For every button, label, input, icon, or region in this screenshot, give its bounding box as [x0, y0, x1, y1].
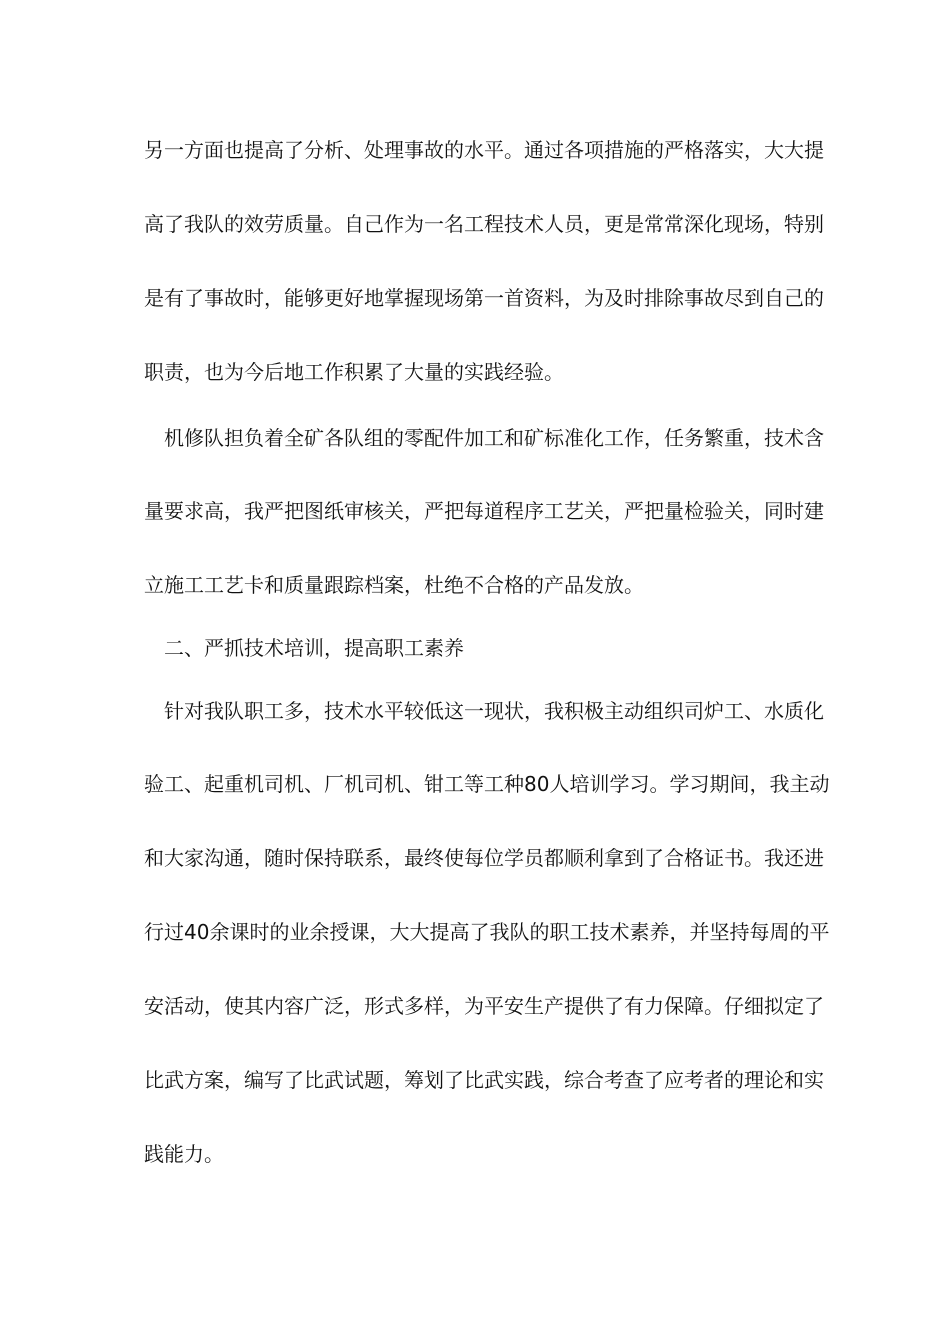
- text-line: 量要求高，我严把图纸审核关，严把每道程序工艺关，严把量检验关，同时建: [144, 499, 824, 523]
- text-line: 是有了事故时，能够更好地掌握现场第一首资料，为及时排除事故尽到自己的: [144, 286, 824, 310]
- text-line: 和大家沟通，随时保持联系，最终使每位学员都顺利拿到了合格证书。我还进: [144, 846, 824, 870]
- text-line: 比武方案，编写了比武试题，筹划了比武实践，综合考查了应考者的理论和实: [144, 1068, 824, 1092]
- text-line: 验工、起重机司机、厂机司机、钳工等工种80人培训学习。学习期间，我主动: [144, 772, 830, 796]
- text-line: 另一方面也提高了分析、处理事故的水平。通过各项措施的严格落实，大大提: [144, 138, 824, 162]
- text-line: 践能力。: [144, 1142, 224, 1166]
- text-line: 机修队担负着全矿各队组的零配件加工和矿标准化工作，任务繁重，技术含: [144, 426, 824, 450]
- text-line: 高了我队的效劳质量。自己作为一名工程技术人员，更是常常深化现场，特别: [144, 212, 824, 236]
- text-line: 立施工工艺卡和质量跟踪档案，杜绝不合格的产品发放。: [144, 573, 644, 597]
- text-line: 行过40余课时的业余授课，大大提高了我队的职工技术素养，并坚持每周的平: [144, 920, 830, 944]
- section-heading: 二、严抓技术培训，提高职工素养: [144, 636, 464, 660]
- text-line: 针对我队职工多，技术水平较低这一现状，我积极主动组织司炉工、水质化: [144, 699, 824, 723]
- text-line: 职责，也为今后地工作积累了大量的实践经验。: [144, 360, 564, 384]
- text-line: 安活动，使其内容广泛，形式多样，为平安生产提供了有力保障。仔细拟定了: [144, 994, 824, 1018]
